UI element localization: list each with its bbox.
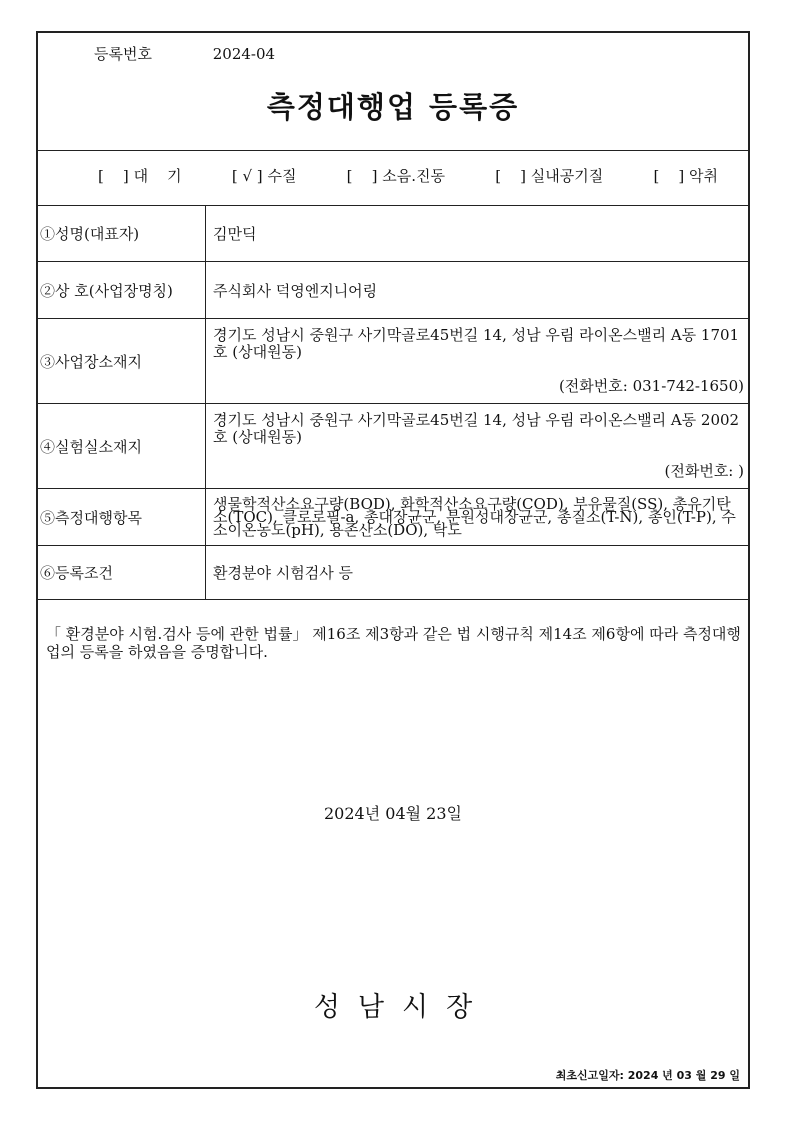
category-water: [ √ ] 수질 bbox=[231, 166, 297, 185]
issue-date: 2024년 04월 23일 bbox=[324, 804, 462, 823]
document-title: 측정대행업 등록증 bbox=[266, 90, 520, 124]
business-address-value: 경기도 성남시 중원구 사기막골로45번길 14, 성남 우림 라이온스밸리 A동 1701호 (상대원동) bbox=[213, 325, 740, 361]
items-label: ⑤측정대행항목 bbox=[38, 489, 206, 546]
lab-address-label: ④실험실소재지 bbox=[38, 404, 206, 489]
name-label: ①성명(대표자) bbox=[38, 206, 206, 262]
registration-number-label: 등록번호 bbox=[94, 45, 152, 63]
lab-address-value: 경기도 성남시 중원구 사기막골로45번길 14, 성남 우림 라이온스밸리 A동 2002호 (상대원동) bbox=[213, 410, 740, 446]
table-row bbox=[38, 262, 748, 319]
category-noise-vibration: [ ] 소음.진동 bbox=[346, 166, 445, 185]
lab-address-cell bbox=[206, 404, 749, 489]
first-report-date: 최초신고일자: 2024 년 03 월 29 일 bbox=[555, 1069, 740, 1082]
category-indoor-air: [ ] 실내공기질 bbox=[495, 166, 604, 185]
certification-statement: 「 환경분야 시험.검사 등에 관한 법률」 제16조 제3항과 같은 법 시행규칙 제14조 제6항에 따라 측정대행업의 등록을 하였음을 증명합니다. bbox=[46, 625, 741, 661]
certificate-sheet bbox=[36, 31, 750, 1089]
business-address-label: ③사업장소재지 bbox=[38, 319, 206, 404]
table-row bbox=[38, 404, 748, 489]
lab-phone: (전화번호: ) bbox=[664, 461, 744, 480]
business-phone: (전화번호: 031-742-1650) bbox=[558, 376, 744, 395]
category-air: [ ] 대 기 bbox=[98, 166, 182, 185]
registration-number: 2024-04 bbox=[212, 45, 276, 63]
category-options bbox=[98, 161, 718, 189]
table-row bbox=[38, 489, 748, 546]
table-row bbox=[38, 319, 748, 404]
table-row bbox=[38, 546, 748, 600]
registration-number-line bbox=[94, 43, 275, 64]
items-value: 생물학적산소요구량(BOD), 화학적산소요구량(COD), 부유물질(SS), 총유기탄소(TOC), 클로로필-a, 총대장균군, 분원성대장균군, 총질소(T-N), 총인(T-P), 수소이온농도(pH), 용존산소(DO), 탁도 bbox=[206, 489, 749, 546]
table-row bbox=[38, 206, 748, 262]
company-label: ②상 호(사업장명칭) bbox=[38, 262, 206, 319]
conditions-value: 환경분야 시험검사 등 bbox=[206, 546, 749, 600]
business-address-cell bbox=[206, 319, 749, 404]
category-odor: [ ] 악취 bbox=[653, 166, 718, 185]
name-value: 김만딕 bbox=[206, 206, 749, 262]
issuer-name: 성남시장 bbox=[313, 992, 491, 1023]
company-value: 주식회사 덕영엔지니어링 bbox=[206, 262, 749, 319]
divider bbox=[38, 150, 748, 151]
registration-info-table bbox=[38, 205, 748, 600]
conditions-label: ⑥등록조건 bbox=[38, 546, 206, 600]
